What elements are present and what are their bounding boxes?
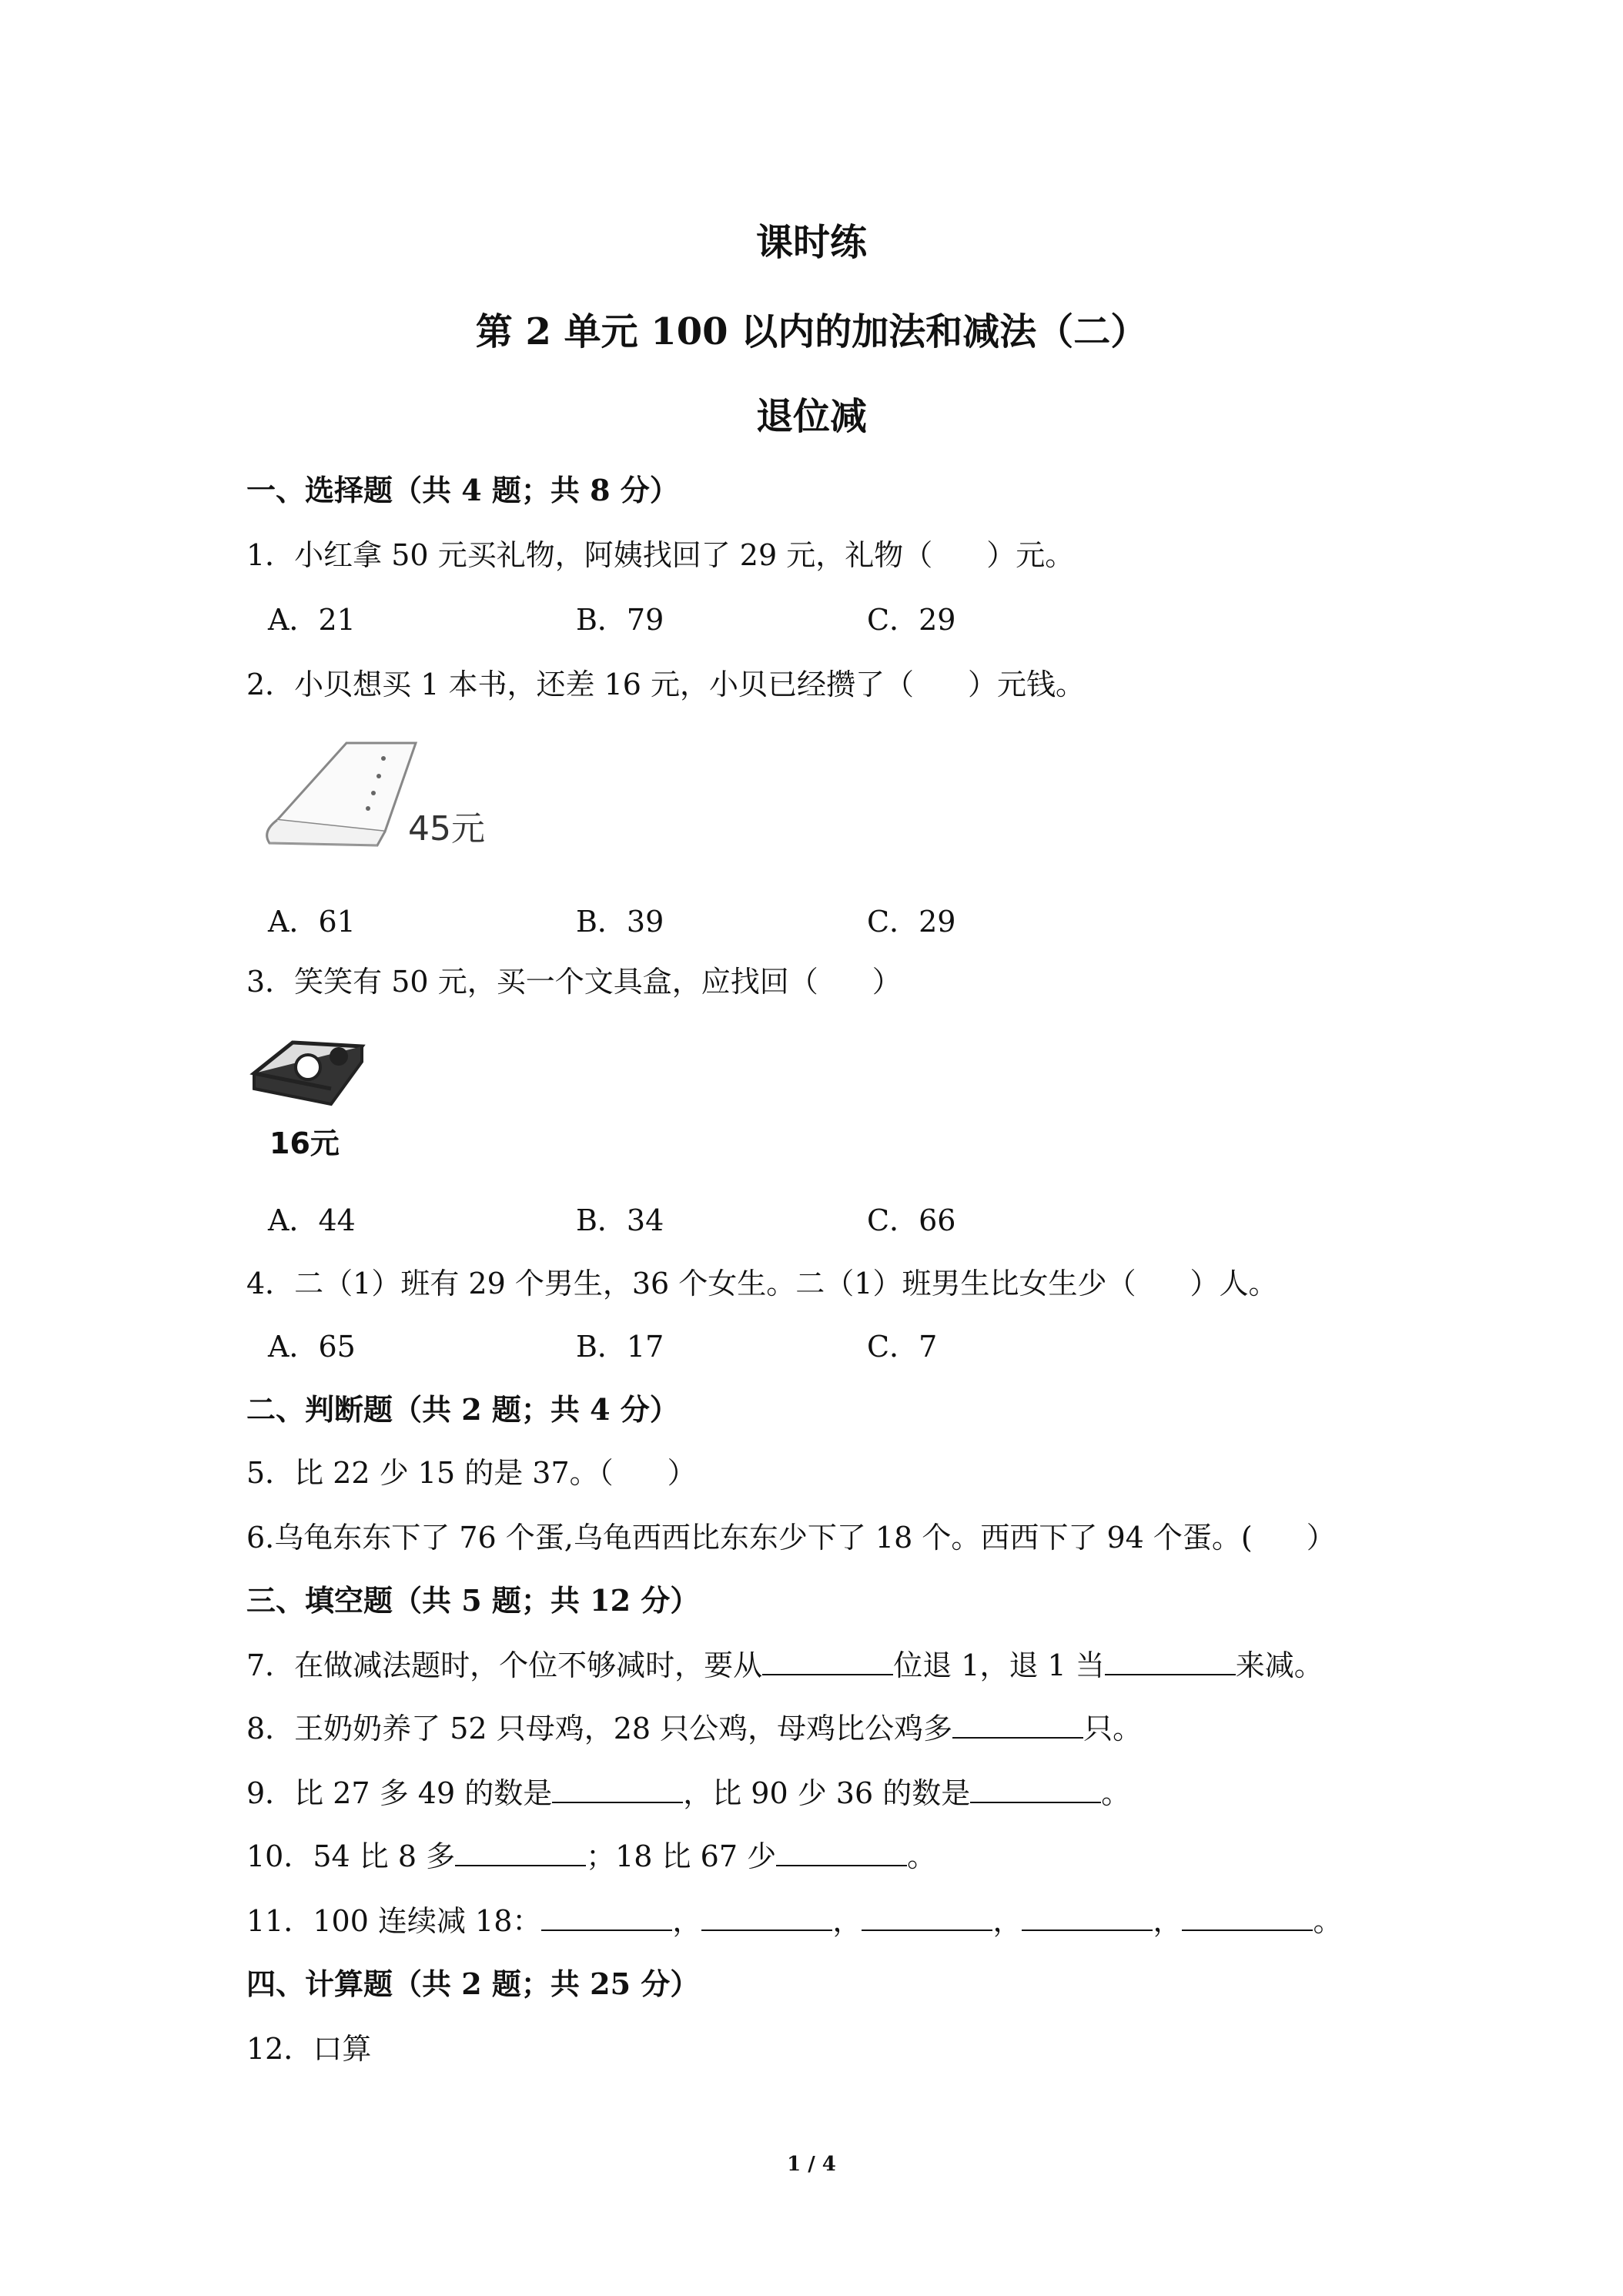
question-9-tail: 。 bbox=[1101, 1776, 1131, 1810]
question-6 bbox=[246, 1514, 1336, 1556]
q3-option-a: A．44 bbox=[268, 1203, 356, 1237]
question-7-tail: 来减。 bbox=[1235, 1648, 1323, 1682]
q7-blank-1[interactable] bbox=[762, 1648, 893, 1675]
q11-sep-4: ， bbox=[1153, 1904, 1183, 1938]
question-7-mid: 位退 1，退 1 当 bbox=[893, 1648, 1105, 1682]
q2-option-c: C．29 bbox=[867, 905, 956, 939]
question-12: 12．口算 bbox=[246, 2032, 372, 2066]
section-choice: 一、选择题（共 4 题；共 8 分） bbox=[246, 473, 679, 507]
question-2-tail: ）元钱。 bbox=[968, 668, 1086, 701]
question-4 bbox=[246, 1260, 1278, 1302]
q1-option-c: C．29 bbox=[867, 603, 956, 637]
q2-option-b: B．39 bbox=[576, 905, 664, 939]
q7-blank-2[interactable] bbox=[1105, 1648, 1236, 1675]
question-10-text: 10．54 比 8 多 bbox=[246, 1839, 456, 1873]
question-6-text: 6.乌龟东东下了 76 个蛋,乌龟西西比东东少下了 18 个。西西下了 94 个蛋。( bbox=[246, 1521, 1253, 1555]
question-11-tail: 。 bbox=[1313, 1904, 1343, 1938]
pencil-box-illustration bbox=[246, 1027, 370, 1166]
q8-blank[interactable] bbox=[952, 1711, 1083, 1739]
question-9-text: 9．比 27 多 49 的数是 bbox=[246, 1776, 553, 1810]
q4-option-c: C．7 bbox=[867, 1330, 938, 1364]
question-2-text: 2．小贝想买 1 本书，还差 16 元，小贝已经攒了（ bbox=[246, 668, 915, 701]
q11-sep-2: ， bbox=[832, 1904, 862, 1938]
book-illustration bbox=[254, 731, 516, 862]
question-8-text: 8．王奶奶养了 52 只母鸡，28 只公鸡，母鸡比公鸡多 bbox=[246, 1712, 953, 1745]
q11-blank-3[interactable] bbox=[862, 1903, 992, 1931]
q4-option-a: A．65 bbox=[268, 1330, 356, 1364]
book-price: 45元 bbox=[408, 809, 485, 848]
unit-title: 第 2 单元 100 以内的加法和减法（二） bbox=[475, 310, 1148, 353]
question-1 bbox=[246, 531, 1074, 574]
question-3 bbox=[246, 958, 902, 1000]
question-6-tail: ） bbox=[1306, 1521, 1336, 1555]
q11-blank-5[interactable] bbox=[1182, 1903, 1313, 1931]
pencil-box-icon bbox=[246, 1027, 370, 1112]
question-1-tail: ）元。 bbox=[986, 538, 1075, 572]
q4-option-b: B．17 bbox=[576, 1330, 664, 1364]
section-calc: 四、计算题（共 2 题；共 25 分） bbox=[246, 1966, 700, 2001]
q11-blank-2[interactable] bbox=[701, 1903, 832, 1931]
section-judge: 二、判断题（共 2 题；共 4 分） bbox=[246, 1392, 679, 1427]
page-title: 课时练 bbox=[755, 221, 867, 264]
q2-option-a: A．61 bbox=[268, 905, 356, 939]
q10-blank-2[interactable] bbox=[776, 1839, 907, 1866]
question-3-text: 3．笑笑有 50 元，买一个文具盒，应找回（ bbox=[246, 965, 818, 999]
topic-title: 退位减 bbox=[755, 395, 867, 438]
question-10 bbox=[246, 1832, 936, 1875]
pencil-box-price: 16元 bbox=[269, 1126, 340, 1160]
section-fill: 三、填空题（共 5 题；共 12 分） bbox=[246, 1583, 700, 1618]
question-9 bbox=[246, 1769, 1130, 1812]
question-1-text: 1．小红拿 50 元买礼物，阿姨找回了 29 元，礼物（ bbox=[246, 538, 933, 572]
q9-blank-1[interactable] bbox=[552, 1776, 683, 1803]
question-7-text: 7．在做减法题时，个位不够减时，要从 bbox=[246, 1648, 763, 1682]
question-4-tail: ）人。 bbox=[1190, 1267, 1278, 1300]
question-8 bbox=[246, 1705, 1142, 1747]
q11-sep-1: ， bbox=[672, 1904, 702, 1938]
q3-option-b: B．34 bbox=[576, 1203, 664, 1237]
q9-blank-2[interactable] bbox=[970, 1776, 1101, 1803]
question-11 bbox=[246, 1897, 1342, 1940]
question-7 bbox=[246, 1642, 1323, 1684]
question-3-tail: ） bbox=[872, 965, 902, 999]
question-5 bbox=[246, 1449, 697, 1491]
question-5-tail: ） bbox=[667, 1456, 697, 1490]
q11-blank-4[interactable] bbox=[1022, 1903, 1153, 1931]
question-8-tail: 只。 bbox=[1083, 1712, 1143, 1745]
q3-option-c: C．66 bbox=[867, 1203, 956, 1237]
question-11-text: 11．100 连续减 18： bbox=[246, 1904, 542, 1938]
q11-blank-1[interactable] bbox=[541, 1903, 672, 1931]
question-2 bbox=[246, 661, 1085, 703]
q1-option-b: B．79 bbox=[576, 603, 664, 637]
page-number: 1 / 4 bbox=[787, 2153, 836, 2176]
q11-sep-3: ， bbox=[992, 1904, 1022, 1938]
question-9-mid: ，比 90 少 36 的数是 bbox=[683, 1776, 971, 1810]
question-10-mid: ；18 比 67 少 bbox=[586, 1839, 777, 1873]
question-5-text: 5．比 22 少 15 的是 37。（ bbox=[246, 1456, 614, 1490]
question-10-tail: 。 bbox=[907, 1839, 937, 1873]
q1-option-a: A．21 bbox=[268, 603, 356, 637]
question-4-text: 4．二（1）班有 29 个男生，36 个女生。二（1）班男生比女生少（ bbox=[246, 1267, 1136, 1300]
q10-blank-1[interactable] bbox=[455, 1839, 586, 1866]
